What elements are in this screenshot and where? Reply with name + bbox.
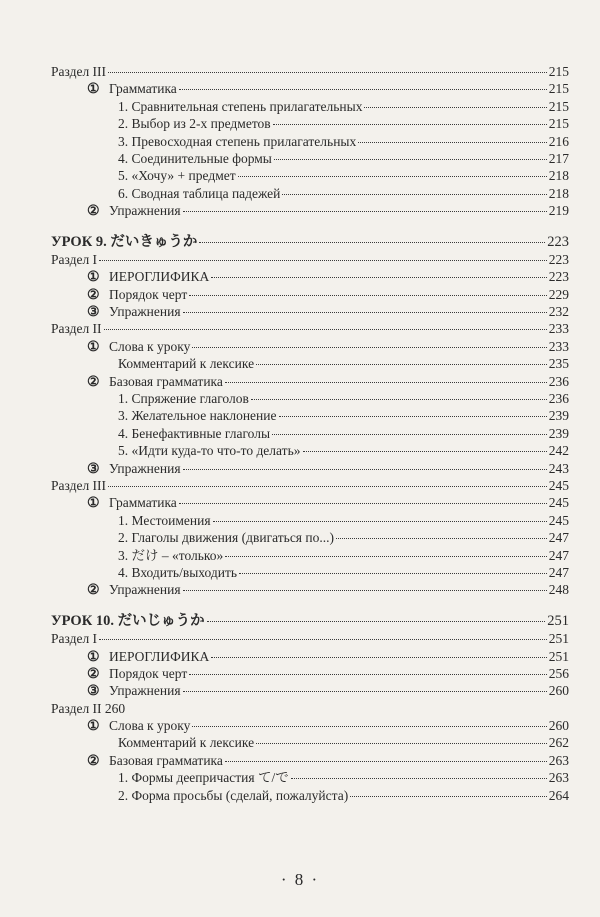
circled-number: ① <box>87 719 100 735</box>
toc-entry-label: Упражнения <box>109 683 181 699</box>
dot-leader <box>189 295 546 296</box>
circled-number: ① <box>87 270 100 286</box>
dot-leader <box>350 796 547 797</box>
toc-page-number: 232 <box>548 304 569 320</box>
toc-entry-sub <box>51 547 569 564</box>
dot-leader <box>192 347 546 348</box>
toc-entry-title <box>87 303 181 321</box>
toc-entry-title <box>87 80 177 98</box>
toc-entry-sub <box>51 787 569 804</box>
toc-entry-title <box>87 338 190 356</box>
toc-entry-label: 4. Входить/выходить <box>118 564 238 580</box>
toc-entry-title <box>51 700 125 717</box>
toc-entry-label: 1. Сравнительная степень прилагательных <box>118 98 363 114</box>
toc-page-number: 229 <box>548 286 569 302</box>
dot-leader <box>225 382 547 383</box>
toc-entry-sub <box>51 355 569 372</box>
toc-entry-label: Раздел II 260 <box>51 700 126 716</box>
toc-entry-label: Упражнения <box>109 460 181 476</box>
toc-page-number: 245 <box>548 512 569 528</box>
toc-entry-title <box>51 63 106 80</box>
toc-entry-sub <box>51 529 569 546</box>
toc-entry-lesson <box>51 613 569 630</box>
toc-entry-label: 6. Сводная таблица падежей <box>118 185 281 201</box>
toc-entry-title <box>118 355 254 372</box>
toc-entry-label: Раздел I <box>51 251 98 267</box>
dot-leader <box>108 72 547 73</box>
circled-number: ② <box>87 374 100 390</box>
toc-entry-title <box>87 581 181 599</box>
toc-entry-label: Грамматика <box>109 81 177 97</box>
toc-page-number: 263 <box>548 770 569 786</box>
toc-page-number: 215 <box>548 98 569 114</box>
toc-entry-item <box>51 338 569 355</box>
circled-number: ② <box>87 753 100 769</box>
toc-entry-label: 5. «Идти куда-то что-то делать» <box>118 443 301 459</box>
toc-page-number: 242 <box>548 443 569 459</box>
dot-leader <box>279 416 547 417</box>
toc-page-number: 223 <box>547 233 569 250</box>
toc-entry-item <box>51 682 569 699</box>
toc-entry-title <box>118 734 254 751</box>
toc-page-number: 215 <box>548 116 569 132</box>
toc-entry-label: 5. «Хочу» + предмет <box>118 168 236 184</box>
toc-entry-label: Комментарий к лексике <box>118 735 255 751</box>
dot-leader <box>336 538 547 539</box>
toc-entry-label: 2. Форма просьбы (сделай, пожалуйста) <box>118 787 349 803</box>
toc-page-number: 251 <box>548 631 569 647</box>
toc-entry-label: 4. Бенефактивные глаголы <box>118 425 271 441</box>
dot-leader <box>207 621 546 622</box>
toc-entry-label: Базовая грамматика <box>109 373 223 389</box>
dot-leader <box>256 743 547 744</box>
toc-entry-label: Порядок черт <box>109 286 188 302</box>
toc-entry-label: 3. Превосходная степень прилагательных <box>118 133 357 149</box>
toc-entry-section <box>51 477 569 494</box>
toc-entry-item <box>51 373 569 390</box>
toc-page-number: 256 <box>548 665 569 681</box>
toc-entry-title <box>118 769 289 786</box>
circled-number: ② <box>87 287 100 303</box>
toc-entry-title <box>118 98 362 115</box>
toc-page-number: 251 <box>547 612 569 629</box>
toc-entry-title <box>87 717 190 735</box>
toc-entry-label: Упражнения <box>109 582 181 598</box>
dot-leader <box>239 573 547 574</box>
dot-leader <box>104 329 547 330</box>
table-of-contents <box>51 63 569 804</box>
toc-entry-title <box>87 460 181 478</box>
toc-entry-sub <box>51 769 569 786</box>
toc-entry-label: Слова к уроку <box>109 338 191 354</box>
toc-entry-lesson <box>51 234 569 251</box>
toc-page-number: 245 <box>548 477 569 493</box>
toc-page-number: 260 <box>548 718 569 734</box>
toc-page-number: 233 <box>548 321 569 337</box>
toc-entry-title <box>118 512 211 529</box>
toc-page-number: 233 <box>548 338 569 354</box>
circled-number: ① <box>87 496 100 512</box>
dot-leader <box>183 590 547 591</box>
toc-entry-label: 1. Спряжение глаголов <box>118 391 249 407</box>
toc-entry-sub <box>51 167 569 184</box>
toc-page-number: 248 <box>548 582 569 598</box>
dot-leader <box>225 556 546 557</box>
toc-entry-item <box>51 202 569 219</box>
toc-entry-label: Раздел II <box>51 321 102 337</box>
toc-page-number: 217 <box>548 150 569 166</box>
toc-entry-title <box>118 390 249 407</box>
dot-leader <box>179 503 547 504</box>
toc-page-number: 235 <box>548 356 569 372</box>
circled-number: ③ <box>87 461 100 477</box>
toc-entry-title <box>87 648 209 666</box>
dot-leader <box>274 159 547 160</box>
dot-leader <box>183 691 547 692</box>
toc-entry-title <box>118 529 334 546</box>
toc-entry-title <box>87 752 223 770</box>
toc-entry-item <box>51 581 569 598</box>
toc-entry-item <box>51 460 569 477</box>
toc-page-number: 216 <box>548 133 569 149</box>
toc-entry-section <box>51 630 569 647</box>
toc-entry-label: 3. Желательное наклонение <box>118 408 277 424</box>
dot-leader <box>238 176 547 177</box>
page-number: · 8 · <box>280 870 320 889</box>
toc-entry-label: Упражнения <box>109 304 181 320</box>
dot-leader <box>225 761 547 762</box>
toc-entry-label: ИЕРОГЛИФИКА <box>109 648 210 664</box>
toc-entry-label: 2. Выбор из 2-х предметов <box>118 116 271 132</box>
dot-leader <box>282 194 546 195</box>
circled-number: ② <box>87 204 100 220</box>
toc-entry-title <box>118 442 301 459</box>
toc-page-number: 262 <box>548 735 569 751</box>
toc-entry-label: 3. だけ – «только» <box>118 547 224 563</box>
toc-entry-label: Раздел I <box>51 631 98 647</box>
toc-entry-sub <box>51 185 569 202</box>
toc-entry-title <box>87 373 223 391</box>
toc-page-number: 251 <box>548 648 569 664</box>
circled-number: ③ <box>87 684 100 700</box>
dot-leader <box>183 312 547 313</box>
toc-entry-sub <box>51 115 569 132</box>
toc-page-number: 247 <box>548 564 569 580</box>
toc-entry-title <box>118 185 280 202</box>
circled-number: ③ <box>87 305 100 321</box>
circled-number: ① <box>87 649 100 665</box>
toc-entry-title <box>51 251 97 268</box>
toc-page-number: 263 <box>548 752 569 768</box>
dot-leader <box>211 657 546 658</box>
toc-entry-item <box>51 752 569 769</box>
toc-entry-title <box>51 320 102 337</box>
toc-entry-item <box>51 648 569 665</box>
dot-leader <box>192 726 546 727</box>
circled-number: ② <box>87 583 100 599</box>
toc-entry-sub <box>51 98 569 115</box>
toc-entry-label: 1. Местоимения <box>118 512 211 528</box>
toc-entry-label: Порядок черт <box>109 665 188 681</box>
toc-page-number: 223 <box>548 269 569 285</box>
toc-entry-title <box>51 477 106 494</box>
dot-leader <box>251 399 547 400</box>
toc-entry-sub <box>51 133 569 150</box>
toc-entry-item <box>51 268 569 285</box>
toc-entry-label: 2. Глаголы движения (двигаться по...) <box>118 530 334 546</box>
toc-entry-item <box>51 303 569 320</box>
toc-entry-title <box>51 630 97 647</box>
toc-entry-title <box>118 425 270 442</box>
toc-entry-sub <box>51 390 569 407</box>
toc-page-number: 218 <box>548 185 569 201</box>
toc-entry-title <box>51 234 197 251</box>
toc-entry-label: Раздел III <box>51 477 107 493</box>
toc-entry-label: Упражнения <box>109 203 181 219</box>
toc-entry-title <box>87 665 187 683</box>
toc-entry-label: Слова к уроку <box>109 718 191 734</box>
dot-leader <box>183 469 547 470</box>
toc-entry-title <box>118 787 348 804</box>
circled-number: ② <box>87 666 100 682</box>
dot-leader <box>303 451 547 452</box>
toc-page-number: 215 <box>548 64 569 79</box>
toc-entry-sub <box>51 512 569 529</box>
toc-page-number: 243 <box>548 460 569 476</box>
toc-entry-title <box>118 564 237 581</box>
toc-entry-title <box>87 682 181 700</box>
toc-page-number: 239 <box>548 408 569 424</box>
toc-entry-item <box>51 665 569 682</box>
dot-leader <box>256 364 547 365</box>
toc-entry-sub <box>51 734 569 751</box>
toc-entry-section <box>51 63 569 80</box>
toc-page-number: 219 <box>548 203 569 219</box>
toc-entry-label: УРОК 10. だいじゅうか <box>51 612 205 629</box>
toc-page-number: 215 <box>548 81 569 97</box>
dot-leader <box>99 260 547 261</box>
toc-page-number: 218 <box>548 168 569 184</box>
toc-page-number: 247 <box>548 530 569 546</box>
toc-entry-label: ИЕРОГЛИФИКА <box>109 269 210 285</box>
toc-entry-title <box>51 613 205 630</box>
toc-page-number: 236 <box>548 391 569 407</box>
dot-leader <box>291 778 547 779</box>
dot-leader <box>179 89 547 90</box>
toc-entry-item <box>51 717 569 734</box>
dot-leader <box>358 142 547 143</box>
toc-entry-label: УРОК 9. だいきゅうか <box>51 233 198 250</box>
toc-page-number: 247 <box>548 547 569 563</box>
toc-entry-label: 4. Соединительные формы <box>118 150 272 166</box>
dot-leader <box>189 674 546 675</box>
toc-entry-title <box>118 115 271 132</box>
dot-leader <box>183 211 547 212</box>
toc-entry-plain <box>51 700 569 717</box>
toc-entry-label: Комментарий к лексике <box>118 356 255 372</box>
toc-entry-item <box>51 80 569 97</box>
toc-entry-sub <box>51 407 569 424</box>
toc-entry-section <box>51 320 569 337</box>
toc-entry-sub <box>51 425 569 442</box>
dot-leader <box>99 639 547 640</box>
toc-page-number: 264 <box>548 787 569 803</box>
toc-entry-sub <box>51 442 569 459</box>
toc-page-number: 239 <box>548 425 569 441</box>
toc-page-number: 260 <box>548 683 569 699</box>
toc-entry-title <box>118 547 223 564</box>
circled-number: ① <box>87 82 100 98</box>
toc-entry-title <box>87 268 209 286</box>
dot-leader <box>272 434 547 435</box>
toc-page-number: 245 <box>548 495 569 511</box>
dot-leader <box>199 242 545 243</box>
toc-entry-title <box>118 150 272 167</box>
toc-entry-title <box>87 286 187 304</box>
toc-entry-label: Раздел III <box>51 64 107 79</box>
toc-page-number: 236 <box>548 373 569 389</box>
toc-entry-label: Базовая грамматика <box>109 752 223 768</box>
dot-leader <box>213 521 547 522</box>
circled-number: ① <box>87 339 100 355</box>
toc-entry-item <box>51 494 569 511</box>
toc-entry-section <box>51 251 569 268</box>
dot-leader <box>273 124 547 125</box>
toc-entry-title <box>118 167 236 184</box>
toc-page-number: 223 <box>548 251 569 267</box>
toc-entry-title <box>87 494 177 512</box>
toc-entry-sub <box>51 564 569 581</box>
dot-leader <box>364 107 546 108</box>
toc-entry-title <box>118 407 277 424</box>
toc-entry-title <box>87 202 181 220</box>
toc-entry-item <box>51 286 569 303</box>
toc-entry-sub <box>51 150 569 167</box>
dot-leader <box>108 486 547 487</box>
toc-entry-label: Грамматика <box>109 495 177 511</box>
toc-entry-title <box>118 133 356 150</box>
toc-entry-label: 1. Формы деепричастия て/で <box>118 770 289 786</box>
dot-leader <box>211 277 546 278</box>
